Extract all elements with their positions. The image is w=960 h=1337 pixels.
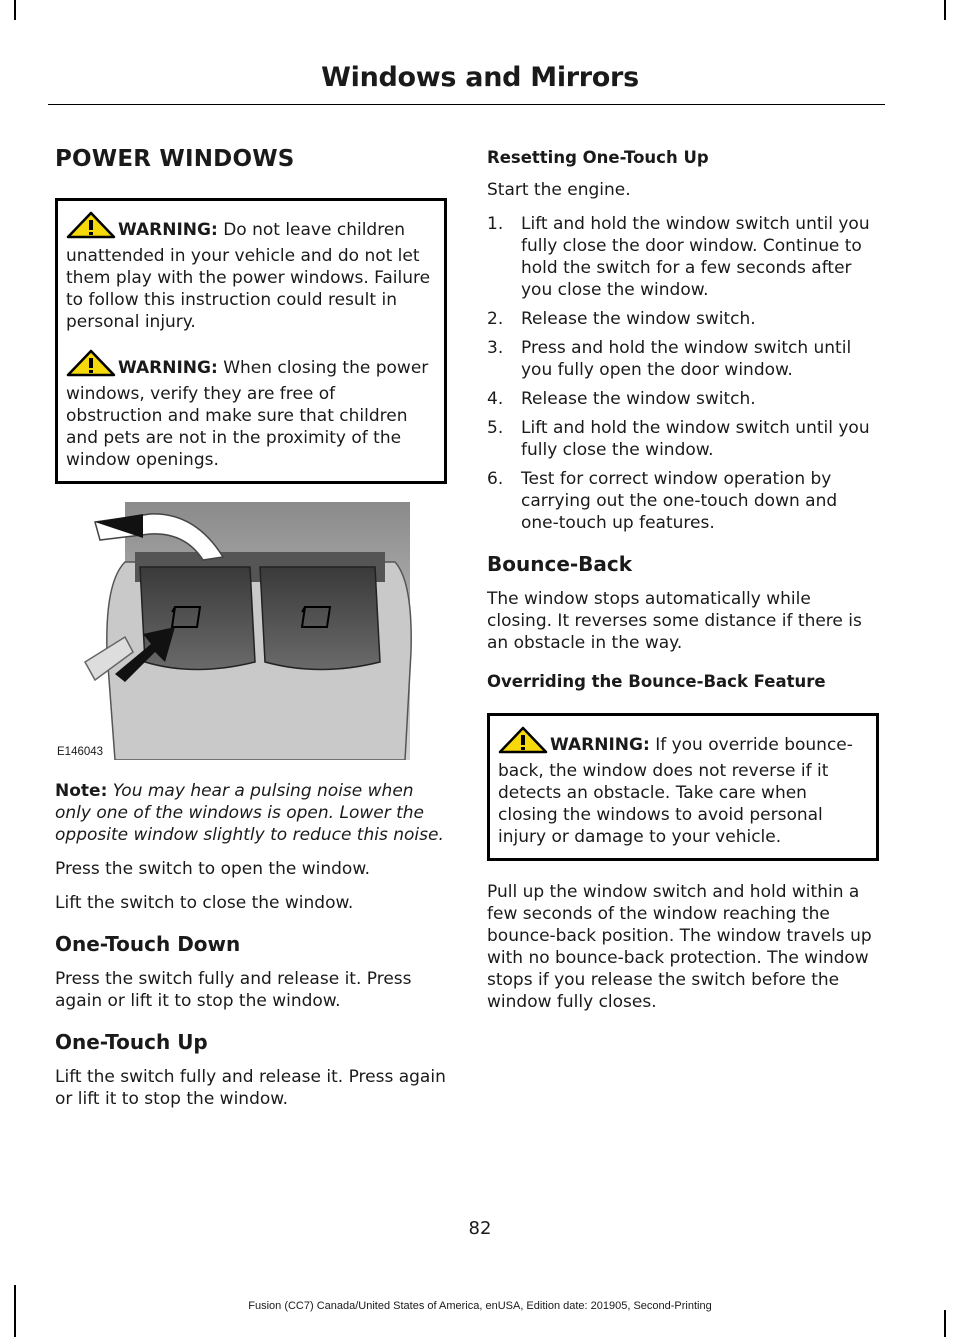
list-item: 1. Lift and hold the window switch until you fully close the door window. Continue to hold the switch for a few seconds after you close the window. [487, 214, 870, 300]
window-switch-illustration [55, 502, 447, 760]
override-text: Pull up the window switch and hold within a few seconds of the window reaching the bounce-back position. The window travels up with no bounce-back protection. The window stops if you release the switch before the window fully closes. [487, 882, 872, 1012]
page-header-title: Windows and Mirrors [321, 62, 639, 93]
page-number: 82 [468, 1218, 492, 1239]
warning-paragraph-1 [66, 211, 436, 333]
one-touch-down-text: Press the switch fully and release it. Press again or lift it to stop the window. [55, 969, 412, 1011]
one-touch-up-text: Lift the switch fully and release it. Press again or lift it to stop the window. [55, 1067, 446, 1109]
bounce-back-title: Bounce-Back [487, 552, 633, 576]
override-title: Overriding the Bounce-Back Feature [487, 672, 826, 691]
list-item: 5. Lift and hold the window switch until you fully close the window. [487, 418, 870, 460]
window-switch-drawing [55, 502, 447, 760]
para-open: Press the switch to open the window. [55, 859, 371, 879]
warning-paragraph-2 [66, 349, 436, 471]
warning-text: Do not leave children unattended in your vehicle and do not let them play with the power windows. Failure to follow this instruction could result in personal injury. [66, 220, 431, 332]
warning-label: WARNING: [118, 220, 218, 240]
warning-triangle-icon [66, 349, 116, 383]
left-column [55, 146, 447, 1122]
one-touch-up-title: One-Touch Up [55, 1030, 208, 1054]
reset-title: Resetting One-Touch Up [487, 148, 709, 167]
crop-mark-top-right [944, 0, 946, 20]
warning-triangle-icon [66, 211, 116, 245]
crop-mark-top-left [14, 0, 16, 20]
crop-mark-bottom-right [944, 1310, 946, 1337]
one-touch-down-title: One-Touch Down [55, 932, 241, 956]
warning-paragraph [498, 726, 868, 848]
reset-steps-list [487, 213, 879, 534]
warning-label: WARNING: [550, 735, 650, 755]
footer-edition: Fusion (CC7) Canada/United States of America, enUSA, Edition date: 201905, Second-Printing [248, 1300, 712, 1312]
warning-triangle-icon [498, 726, 548, 760]
section-title: POWER WINDOWS [55, 146, 295, 172]
list-item: 6. Test for correct window operation by carrying out the one-touch down and one-touch up features. [487, 469, 838, 533]
right-column [487, 146, 879, 1025]
bounce-back-text: The window stops automatically while closing. It reverses some distance if there is an obstacle in the way. [487, 589, 862, 653]
note-label: Note: [55, 781, 108, 801]
list-item: 3. Press and hold the window switch until you fully open the door window. [487, 338, 852, 380]
reset-intro: Start the engine. [487, 180, 631, 200]
list-item: 2. Release the window switch. [487, 309, 756, 329]
warning-text: If you override bounce-back, the window does not reverse if it detects an obstacle. Take care when closing the windows to avoid personal injury or damage to your vehicle. [498, 735, 853, 847]
note-paragraph [55, 780, 447, 846]
note-text: You may hear a pulsing noise when only one of the windows is open. Lower the opposite window slightly to reduce this noise. [55, 781, 444, 845]
warning-label: WARNING: [118, 358, 218, 378]
list-item: 4. Release the window switch. [487, 389, 756, 409]
header-rule [48, 104, 885, 105]
warning-box [487, 713, 879, 861]
para-close: Lift the switch to close the window. [55, 893, 354, 913]
warning-text: When closing the power windows, verify they are free of obstruction and make sure that children and pets are not in the proximity of the window openings. [66, 358, 429, 470]
warning-box [55, 198, 447, 484]
figure-id: E146043 [57, 746, 104, 758]
